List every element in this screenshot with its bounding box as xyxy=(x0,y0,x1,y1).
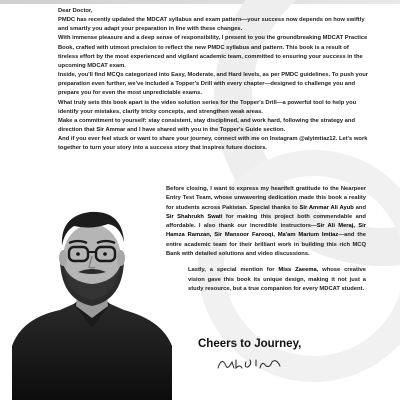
instagram-handle: @alyimtiaz12 xyxy=(299,136,336,143)
special-text-1: Lastly, a special mention for xyxy=(188,267,279,274)
gratitude-text-4: —and the entire academic team for their brilliant work in building this rich MCQ Bank with detailed solutions and video discussions. xyxy=(166,232,366,258)
gratitude-text-1: Before closing, I want to express my heartfelt gratitude to the Nearpeer Entry Test Team, whose unwavering dedication made this book a reality for students across Pakistan. Special thanks to xyxy=(166,186,366,211)
name-ammar: Sir Ammar Ali Ayub xyxy=(299,204,354,211)
gratitude-block xyxy=(166,185,366,294)
closing-line: Cheers to Journey, xyxy=(198,338,302,350)
author-portrait-icon xyxy=(12,196,172,400)
paragraph-practice-book: With immense pleasure and a deep sense of responsibility, I present to you the groundbreaking MDCAT Practice Book, crafted with utmost precision to reflect the new PMDC syllabus and pattern. This book is a result of tireless effort by the most experienced and vigilant academic team, committed to ensuring your success in the upcoming MDCAT exam. xyxy=(58,35,368,69)
header-strip xyxy=(0,0,400,4)
gratitude-text-3: for making this project both commendable and affordable. I also thank our incredible instructors— xyxy=(166,213,366,230)
gratitude-text-2: and xyxy=(353,204,366,211)
letter-body xyxy=(58,7,370,154)
paragraph-special-mention xyxy=(166,266,366,294)
paragraph-gratitude xyxy=(166,185,366,259)
contact-text-pre: And if you ever feel stuck or want to share your journey, connect with me on Instagram xyxy=(58,136,300,143)
name-zaeema: Miss Zaeema xyxy=(278,267,317,274)
paragraph-video-solutions: What truly sets this book apart is the video solution series for the Topper's Drill—a powerful tool to help you identify your mistakes, clarify tricky concepts, and strengthen weak areas. xyxy=(58,99,357,115)
paragraph-commitment: Make a commitment to yourself: stay consistent, stay disciplined, and work hard, following the strategy and direction that Sir Ammar and I have shared with you in the Topper's Guide section. xyxy=(58,117,355,134)
paragraph-mcq-levels: Inside, you'll find MCQs categorized into Easy, Moderate, and Hard levels, as per PMDC guidelines. To push your preparation even further, we've included a Topper's Drill with every chapter—designed to challenge you and prepare you for even the most unpredictable exams. xyxy=(58,72,369,97)
names-instructors: Sir Ali Meraj, Sir Hamza Ramzan, Sir Mansoor Farooqi, Ma'am Marium Imtiaz xyxy=(166,223,367,239)
signature-icon xyxy=(214,352,284,374)
name-shahrukh: Sir Shahrukh Swati xyxy=(166,213,223,220)
greeting: Dear Doctor, xyxy=(58,8,93,14)
paragraph-contact xyxy=(58,135,370,153)
special-text-2: , whose creative vision gave this book its unique design, making it not just a study resource, but a true companion for every MDCAT student. xyxy=(188,267,366,292)
paragraph-syllabus: PMDC has recently updated the MDCAT syllabus and exam pattern—your success now depends on how swiftly and smartly you adapt your preparation in line with these changes. xyxy=(58,17,365,33)
contact-text-post: . Let's work together to turn your story into a success story that inspires future doctors. xyxy=(58,136,368,152)
